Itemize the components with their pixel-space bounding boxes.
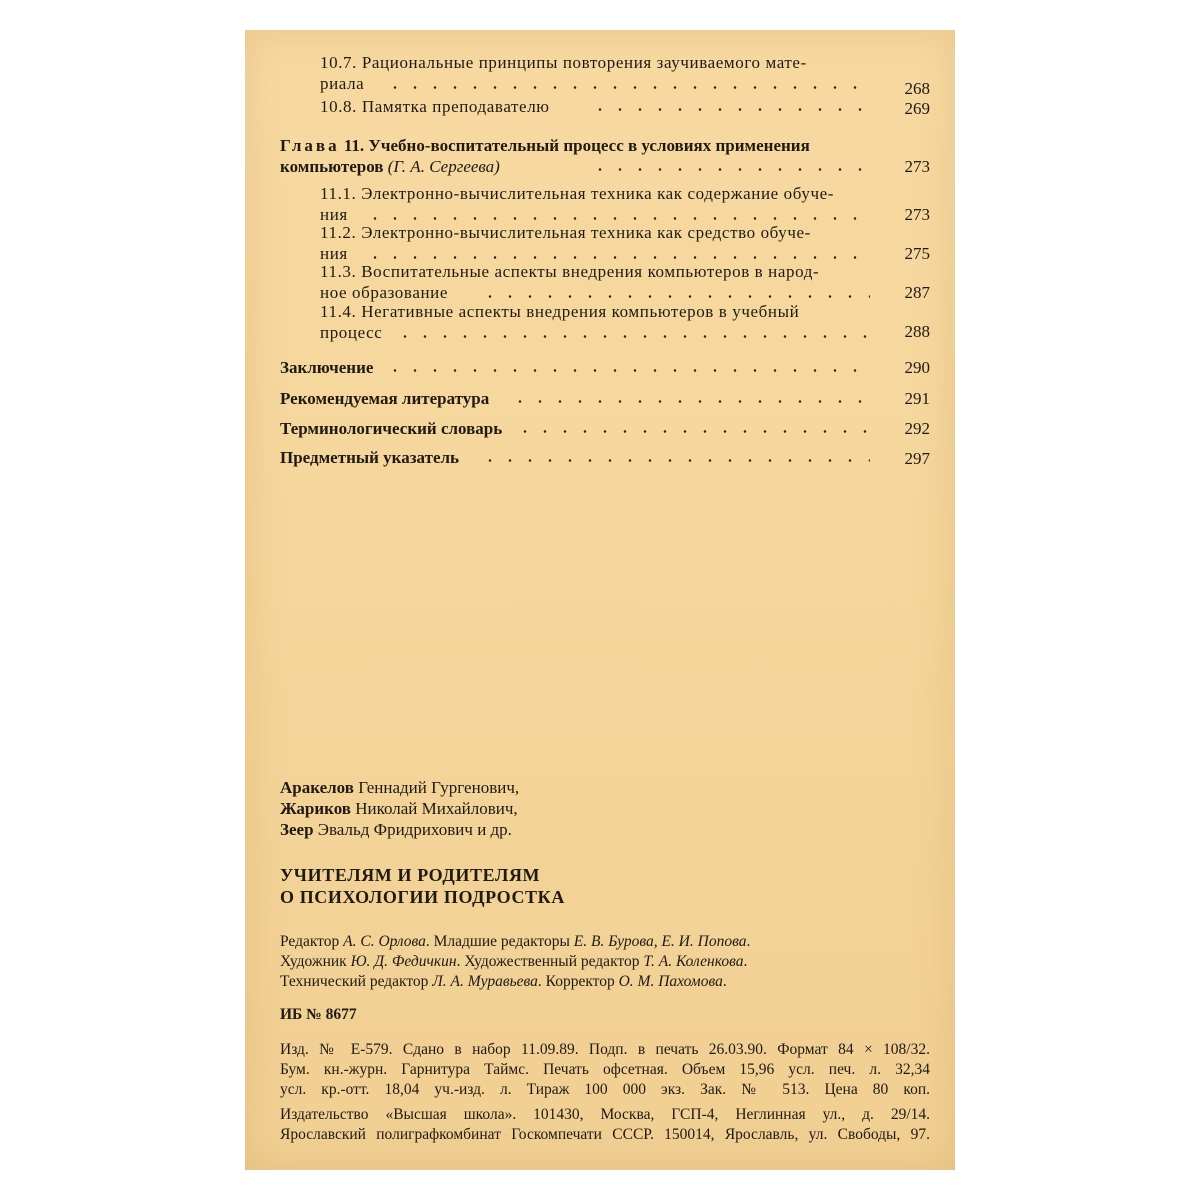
toc-page-number: 290 xyxy=(904,358,930,377)
toc-conclusion: Заключение xyxy=(280,358,374,377)
dot-leader xyxy=(385,86,865,89)
imprint-line: усл. кр.-отт. 18,04 уч.-изд. л. Тираж 100 000 экз. Зак. № 513. Цена 80 коп. xyxy=(280,1081,930,1098)
credit-line: Редактор А. С. Орлова. Младшие редакторы Е. В. Бурова, Е. И. Попова. xyxy=(280,933,751,950)
dot-leader xyxy=(510,400,870,403)
toc-entry-10-8 xyxy=(320,96,872,117)
author-name: Эвальд Фридрихович и др. xyxy=(317,820,512,839)
credit-line: Технический редактор Л. А. Муравьева. Корректор О. М. Пахомова. xyxy=(280,973,727,990)
imprint-block xyxy=(280,1040,930,1100)
toc-page-number: 291 xyxy=(904,389,930,408)
toc-literature: Рекомендуемая литература xyxy=(280,389,490,408)
dot-leader xyxy=(590,168,870,171)
toc-entry-line: ния xyxy=(320,205,348,224)
toc-entry-line: 10.8. Памятка преподавателю xyxy=(320,97,550,116)
author-line xyxy=(280,798,519,819)
toc-entry-line: процесс xyxy=(320,323,383,342)
authors-block xyxy=(280,777,519,840)
ib-number: ИБ № 8677 xyxy=(280,1006,357,1023)
author-name: Геннадий Гургенович, xyxy=(358,778,520,797)
author-surname: Жариков xyxy=(280,799,351,818)
toc-page-number: 288 xyxy=(904,322,930,341)
dot-leader xyxy=(590,108,870,111)
toc-entry-line: 11.1. Электронно-вычислительная техника как содержание обуче- xyxy=(320,184,835,203)
toc-page-number: 275 xyxy=(904,244,930,263)
toc-page-number: 297 xyxy=(904,449,930,468)
chapter-prefix: Глава xyxy=(280,136,340,155)
toc-page-number: 268 xyxy=(904,79,930,98)
dot-leader xyxy=(365,217,870,220)
author-surname: Аракелов xyxy=(280,778,354,797)
toc-entry-line: ное образование xyxy=(320,283,448,302)
dot-leader xyxy=(480,295,870,298)
author-surname: Зеер xyxy=(280,820,314,839)
dot-leader xyxy=(515,430,870,433)
dot-leader xyxy=(395,335,870,338)
chapter-title-line: компьютеров xyxy=(280,157,384,176)
toc-entry-line: ния xyxy=(320,244,348,263)
toc-page-number: 273 xyxy=(904,157,930,176)
book-title-line: УЧИТЕЛЯМ И РОДИТЕЛЯМ xyxy=(280,865,541,885)
imprint-line: Изд. № Е-579. Сдано в набор 11.09.89. Подп. в печать 26.03.90. Формат 84 × 108/32. xyxy=(280,1041,930,1058)
book-title-line: О ПСИХОЛОГИИ ПОДРОСТКА xyxy=(280,887,565,907)
credits-block xyxy=(280,932,750,992)
chapter-title-line: 11. Учебно-воспитательный процесс в условиях применения xyxy=(343,136,810,155)
publisher-line: Издательство «Высшая школа». 101430, Москва, ГСП-4, Неглинная ул., д. 29/14. xyxy=(280,1106,930,1123)
credit-line: Художник Ю. Д. Федичкин. Художественный редактор Т. А. Коленкова. xyxy=(280,953,748,970)
author-line xyxy=(280,777,519,798)
printer-line: Ярославский полиграфкомбинат Госкомпечати СССР. 150014, Ярославль, ул. Свободы, 97. xyxy=(280,1126,930,1143)
toc-page-number: 287 xyxy=(904,283,930,302)
toc-entry-line: 10.7. Рациональные принципы повторения заучиваемого мате- xyxy=(320,53,807,72)
toc-index: Предметный указатель xyxy=(280,448,460,467)
publisher-block xyxy=(280,1105,930,1145)
author-name: Николай Михайлович, xyxy=(355,799,518,818)
toc-page-number: 273 xyxy=(904,205,930,224)
toc-entry-line: 11.3. Воспитательные аспекты внедрения компьютеров в народ- xyxy=(320,262,820,281)
toc-glossary: Терминологический словарь xyxy=(280,419,503,438)
imprint-line: Бум. кн.-журн. Гарнитура Таймс. Печать офсетная. Объем 15,96 усл. печ. л. 32,34 xyxy=(280,1061,930,1078)
chapter-author: (Г. А. Сергеева) xyxy=(387,157,500,176)
book-page xyxy=(245,30,955,1170)
toc-entry-line: 11.2. Электронно-вычислительная техника как средство обуче- xyxy=(320,223,811,242)
dot-leader xyxy=(480,459,870,462)
dot-leader xyxy=(365,256,870,259)
dot-leader xyxy=(385,369,870,372)
toc-entry-line: риала xyxy=(320,74,365,93)
author-line xyxy=(280,819,519,840)
toc-page-number: 292 xyxy=(904,419,930,438)
book-title xyxy=(280,864,565,908)
toc-entry-line: 11.4. Негативные аспекты внедрения компьютеров в учебный xyxy=(320,302,800,321)
toc-page-number: 269 xyxy=(904,99,930,118)
